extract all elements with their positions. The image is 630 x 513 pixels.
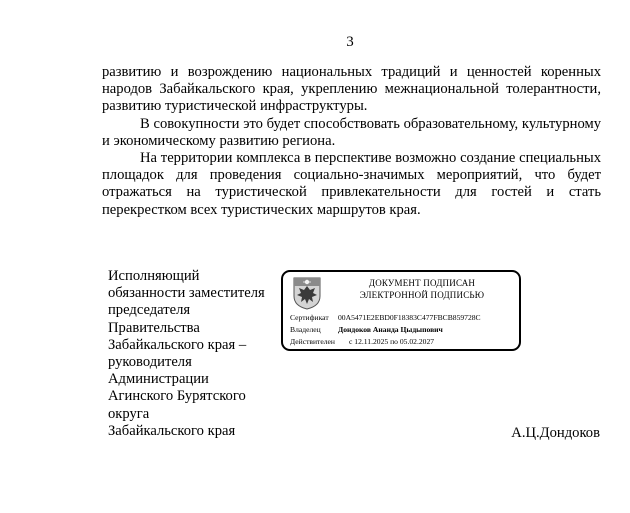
signer-title-line: округа [108,405,150,422]
owner-row [290,325,443,335]
signer-title-line: председателя [108,302,191,319]
signer-title-line: руководителя [108,354,192,371]
electronic-signature-stamp [281,270,521,351]
valid-from-prefix: с [349,337,353,346]
stamp-heading [329,277,515,301]
certificate-row [290,313,481,323]
owner-label: Владелец [290,325,321,334]
signer-name: А.Ц.Дондоков [511,425,600,441]
valid-to-date: 05.02.2027 [399,337,435,346]
validity-row [290,337,434,347]
stamp-heading-line: ДОКУМЕНТ ПОДПИСАН [368,278,476,288]
signer-title-line: Агинского Бурятского [108,388,246,405]
certificate-label: Сертификат [290,313,329,322]
signer-title-line: Исполняющий [108,268,200,284]
certificate-value: 00A5471E2EBD0F18383C477FBCB859728C [338,313,481,322]
paragraph: развитию и возрождению национальных традиций и ценностей коренных народов Забайкальского края, укреплению межнациональной толерантности, развитию туристической инфраструктуры. [102,64,601,115]
page-number: 3 [346,34,354,50]
validity-label: Действителен [290,337,335,346]
stamp-heading-line: ЭЛЕКТРОННОЙ ПОДПИСЬЮ [359,290,485,300]
coat-of-arms-icon [291,276,323,310]
paragraph: На территории комплекса в перспективе возможно создание специальных площадок для проведения социально-значимых мероприятий, что будет отражаться на туристической привлекательности для гостей и стать перекрестком всех туристических маршрутов края. [102,150,601,218]
signer-title-line: Администрации [108,371,209,388]
signer-title-line: Правительства [108,319,200,336]
signer-title-line: Забайкальского края [108,422,236,439]
owner-value: Дондоков Ананда Цыдыпович [338,325,443,334]
signer-title [108,268,280,440]
signer-title-line: обязанности заместителя [108,285,265,302]
valid-from-date: 12.11.2025 [354,337,389,346]
signer-title-line: Забайкальского края – [108,336,247,353]
body-text [102,64,601,219]
paragraph: В совокупности это будет способствовать образовательному, культурному и экономическому развитию региона. [102,115,601,149]
valid-to-prefix: по [390,337,398,346]
